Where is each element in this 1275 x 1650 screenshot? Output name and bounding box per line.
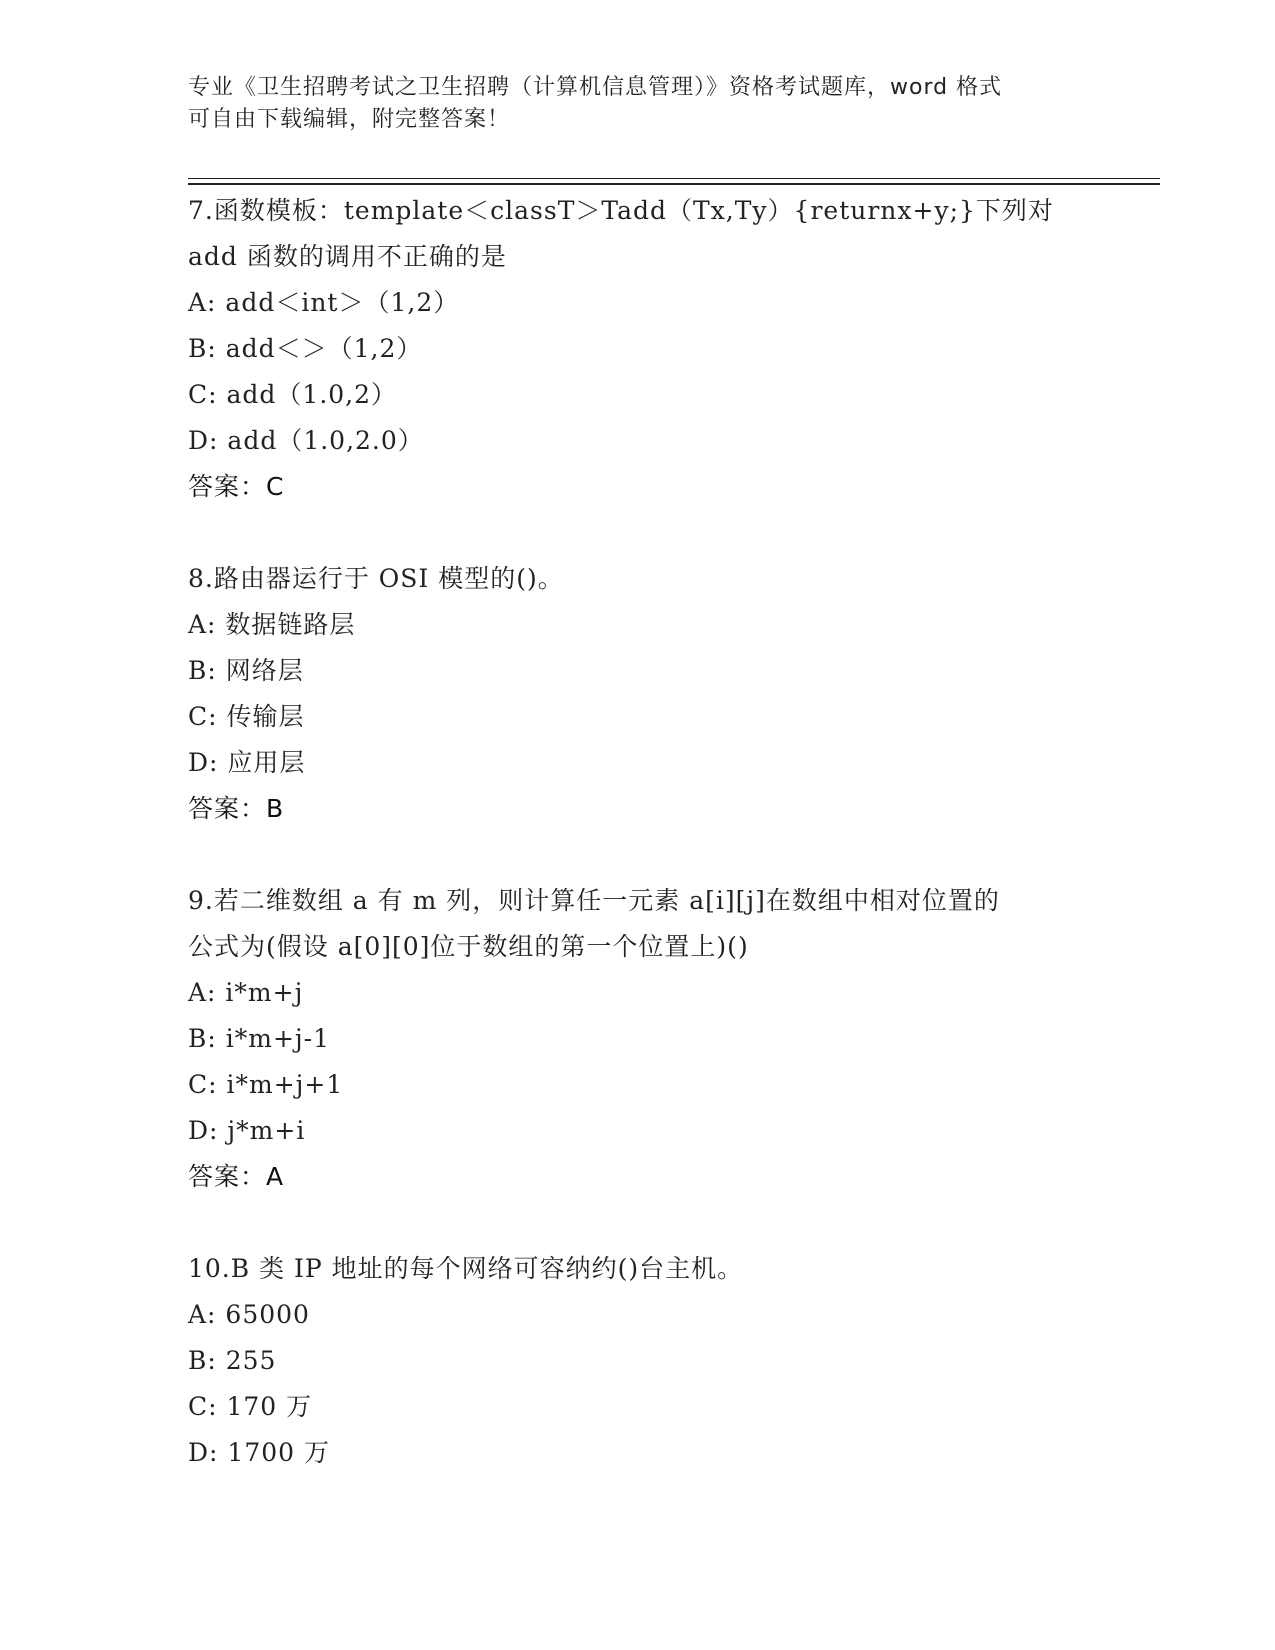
- option-d: D: j*m+i: [188, 1116, 306, 1145]
- option-a: A: 65000: [188, 1300, 310, 1329]
- option-c: C: 170 万: [188, 1392, 313, 1421]
- question-spacer: [188, 832, 1088, 878]
- question-text-line: 公式为(假设 a[0][0]位于数组的第一个位置上)(): [188, 932, 749, 961]
- option-c: C: i*m+j+1: [188, 1070, 344, 1099]
- header-line-1: 专业《卫生招聘考试之卫生招聘（计算机信息管理）》资格考试题库，word 格式: [188, 75, 1003, 100]
- question-7: [188, 188, 1088, 510]
- question-list: [188, 188, 1088, 1476]
- question-10: [188, 1246, 1088, 1476]
- option-d: D: 1700 万: [188, 1438, 330, 1467]
- option-c: C: add（1.0,2）: [188, 380, 398, 409]
- document-header: [188, 72, 1088, 136]
- question-9: [188, 878, 1088, 1200]
- question-8: [188, 556, 1088, 832]
- option-d: D: 应用层: [188, 748, 306, 777]
- question-text-line: 7.函数模板：template＜classT＞Tadd（Tx,Ty）{returnx+y;}下列对: [188, 196, 1054, 225]
- header-divider-thin: [188, 178, 1160, 179]
- answer-label: 答案：B: [188, 794, 285, 823]
- question-spacer: [188, 510, 1088, 556]
- option-c: C: 传输层: [188, 702, 305, 731]
- option-d: D: add（1.0,2.0）: [188, 426, 424, 455]
- answer-label: 答案：A: [188, 1162, 285, 1191]
- option-b: B: i*m+j-1: [188, 1024, 330, 1053]
- question-spacer: [188, 1200, 1088, 1246]
- option-b: B: 255: [188, 1346, 277, 1375]
- answer-label: 答案：C: [188, 472, 285, 501]
- header-divider-thick: [188, 183, 1160, 185]
- option-a: A: i*m+j: [188, 978, 304, 1007]
- question-text-line: 10.B 类 IP 地址的每个网络可容纳约()台主机。: [188, 1254, 744, 1283]
- option-b: B: 网络层: [188, 656, 304, 685]
- option-a: A: 数据链路层: [188, 610, 356, 639]
- option-a: A: add＜int＞（1,2）: [188, 288, 460, 317]
- option-b: B: add＜＞（1,2）: [188, 334, 423, 363]
- question-text-line: 8.路由器运行于 OSI 模型的()。: [188, 564, 564, 593]
- question-text-line: 9.若二维数组 a 有 m 列，则计算任一元素 a[i][j]在数组中相对位置的: [188, 886, 1000, 915]
- header-line-2: 可自由下载编辑，附完整答案！: [188, 107, 511, 132]
- question-text-line: add 函数的调用不正确的是: [188, 242, 507, 271]
